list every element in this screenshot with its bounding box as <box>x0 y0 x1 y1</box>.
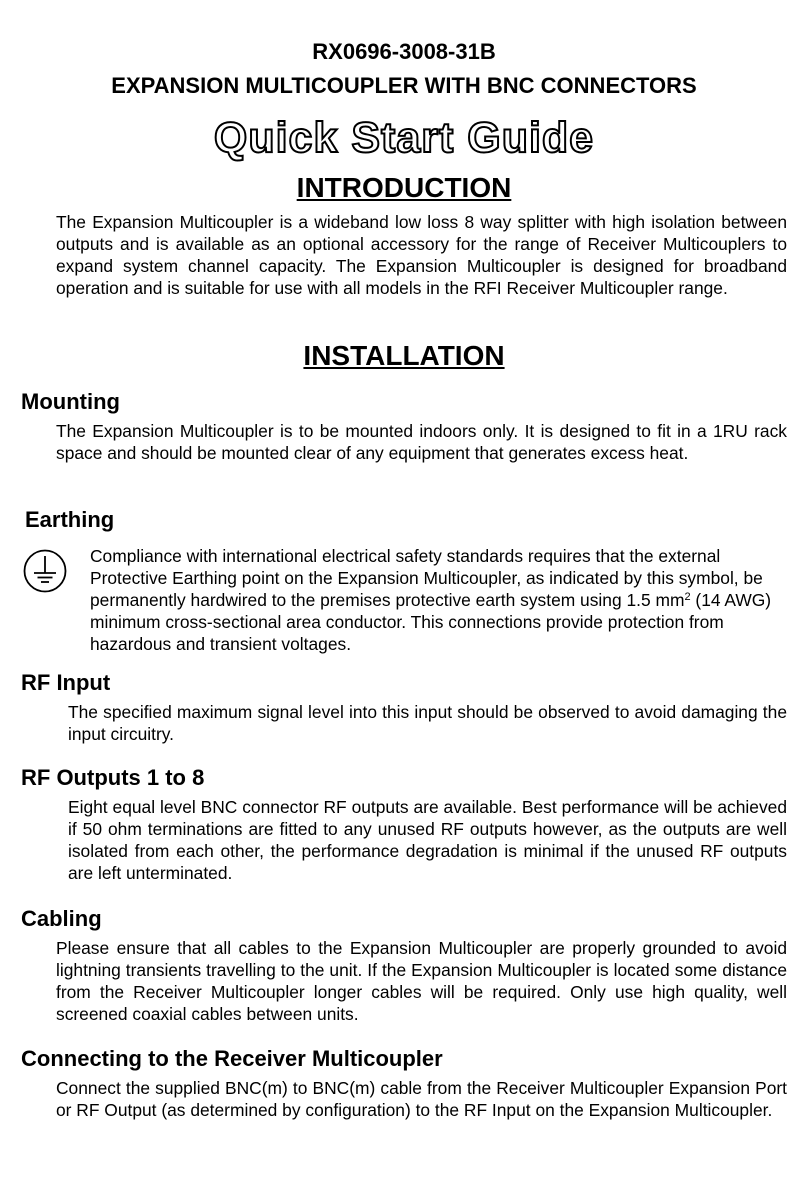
connecting-heading: Connecting to the Receiver Multicoupler <box>21 1046 443 1071</box>
earthing-body-text-2: (14 AWG) minimum cross-sectional area conductor. This connections provide protection from hazardous and transient voltages. <box>90 590 772 654</box>
protective-earth-icon <box>22 548 68 594</box>
part-number: RX0696-3008-31B <box>312 39 496 64</box>
earthing-heading: Earthing <box>25 507 115 532</box>
introduction-heading: INTRODUCTION <box>296 172 512 203</box>
earthing-body <box>90 545 790 655</box>
earthing-body-superscript: 2 <box>684 591 691 603</box>
earthing-body-text-1: Compliance with international electrical safety standards requires that the external Protective Earthing point on the Expansion Multicoupler, as indicated by this symbol, be permanently hardwired to the premises protective earth system using 1.5 mm <box>90 546 763 610</box>
rf-outputs-heading: RF Outputs 1 to 8 <box>21 765 205 790</box>
cabling-heading: Cabling <box>21 906 102 931</box>
introduction-body: The Expansion Multicoupler is a wideband low loss 8 way splitter with high isolation between outputs and is available as an optional accessory for the range of Receiver Multicouplers to expand system channel capacity. The Expansion Multicoupler is designed for broadband operation and is suitable for use with all models in the RFI Receiver Multicoupler range. <box>56 212 787 298</box>
connecting-body: Connect the supplied BNC(m) to BNC(m) cable from the Receiver Multicoupler Expansion Port or RF Output (as determined by configuration) to the RF Input on the Expansion Multicoupler. <box>56 1078 787 1120</box>
rf-outputs-body: Eight equal level BNC connector RF outputs are available. Best performance will be achieved if 50 ohm terminations are fitted to any unused RF outputs however, as the outputs are well isolated from each other, the performance degradation is minimal if the unused RF outputs are left unterminated. <box>68 797 787 883</box>
guide-title: Quick Start Guide <box>213 114 595 162</box>
mounting-heading: Mounting <box>21 389 120 414</box>
cabling-body: Please ensure that all cables to the Expansion Multicoupler are properly grounded to avoid lightning transients travelling to the unit. If the Expansion Multicoupler is located some distance from the Receiver Multicoupler longer cables will be required. Only use high quality, well screened coaxial cables between units. <box>56 938 787 1024</box>
installation-heading: INSTALLATION <box>303 340 505 371</box>
mounting-body: The Expansion Multicoupler is to be mounted indoors only. It is designed to fit in a 1RU rack space and should be mounted clear of any equipment that generates excess heat. <box>56 421 787 463</box>
rf-input-body: The specified maximum signal level into this input should be observed to avoid damaging the input circuitry. <box>68 702 787 744</box>
product-name: EXPANSION MULTICOUPLER WITH BNC CONNECTORS <box>111 73 697 98</box>
rf-input-heading: RF Input <box>21 670 111 695</box>
